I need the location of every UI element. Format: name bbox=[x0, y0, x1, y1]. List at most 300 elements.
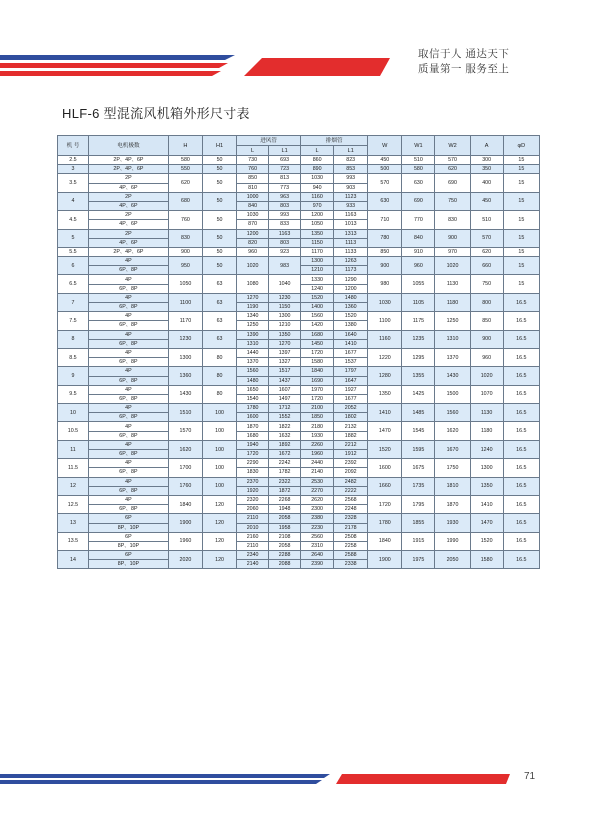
cell-outlet-l: 940 bbox=[301, 183, 334, 192]
cell-h: 620 bbox=[168, 174, 202, 192]
cell-inlet-l: 870 bbox=[237, 220, 269, 229]
cell-w: 630 bbox=[368, 192, 402, 210]
cell-inlet-l1: 1210 bbox=[269, 321, 301, 330]
table-header-row bbox=[58, 136, 540, 146]
cell-w1: 1425 bbox=[402, 385, 435, 403]
cell-inlet-l: 1720 bbox=[237, 450, 269, 459]
cell-a: 510 bbox=[470, 211, 503, 229]
cell-jihao: 11 bbox=[58, 440, 89, 458]
cell-inlet-l: 1650 bbox=[237, 385, 269, 394]
cell-outlet-l1: 2338 bbox=[334, 560, 368, 569]
cell-inlet-l1: 693 bbox=[269, 156, 301, 165]
cell-outlet-l: 1240 bbox=[301, 284, 334, 293]
cell-motor-poles: 4P、6P bbox=[88, 183, 168, 192]
cell-w: 1100 bbox=[368, 312, 402, 330]
cell-w2: 1130 bbox=[435, 275, 470, 293]
cell-outlet-l1: 2052 bbox=[334, 404, 368, 413]
cell-h: 1230 bbox=[168, 330, 202, 348]
cell-inlet-l: 1370 bbox=[237, 358, 269, 367]
cell-inlet-l: 1780 bbox=[237, 404, 269, 413]
cell-outlet-l1: 1802 bbox=[334, 413, 368, 422]
cell-outlet-l1: 993 bbox=[334, 174, 368, 183]
cell-h: 680 bbox=[168, 192, 202, 210]
cell-outlet-l1: 1912 bbox=[334, 450, 368, 459]
cell-inlet-l: 810 bbox=[237, 183, 269, 192]
cell-outlet-l1: 1380 bbox=[334, 321, 368, 330]
cell-d: 15 bbox=[503, 257, 539, 275]
header-inlet: 进风管 bbox=[237, 136, 301, 146]
cell-w: 1160 bbox=[368, 330, 402, 348]
header-h: H bbox=[168, 136, 202, 156]
cell-motor-poles: 6P bbox=[88, 532, 168, 541]
cell-motor-poles: 6P、8P bbox=[88, 468, 168, 477]
cell-w2: 1670 bbox=[435, 440, 470, 458]
cell-motor-poles: 4P bbox=[88, 348, 168, 357]
cell-d: 16.5 bbox=[503, 404, 539, 422]
cell-h1: 63 bbox=[203, 312, 237, 330]
cell-jihao: 5 bbox=[58, 229, 89, 247]
cell-d: 16.5 bbox=[503, 514, 539, 532]
cell-inlet-l1: 1948 bbox=[269, 505, 301, 514]
cell-w: 1470 bbox=[368, 422, 402, 440]
cell-outlet-l: 1520 bbox=[301, 293, 334, 302]
cell-w2: 1310 bbox=[435, 330, 470, 348]
cell-outlet-l1: 1173 bbox=[334, 266, 368, 275]
cell-d: 15 bbox=[503, 156, 539, 165]
cell-d: 15 bbox=[503, 192, 539, 210]
slogan-line-2: 质量第一 服务至上 bbox=[418, 63, 510, 75]
header-slogan bbox=[418, 47, 509, 77]
cell-inlet-l: 2340 bbox=[237, 551, 269, 560]
cell-motor-poles: 2P bbox=[88, 229, 168, 238]
cell-w1: 960 bbox=[402, 257, 435, 275]
table-row bbox=[58, 156, 540, 165]
cell-h: 2020 bbox=[168, 551, 202, 569]
cell-h1: 50 bbox=[203, 229, 237, 247]
cell-outlet-l1: 1163 bbox=[334, 211, 368, 220]
cell-outlet-l1: 1647 bbox=[334, 376, 368, 385]
cell-inlet-l1: 1892 bbox=[269, 440, 301, 449]
cell-w: 1350 bbox=[368, 385, 402, 403]
cell-inlet-l: 2060 bbox=[237, 505, 269, 514]
cell-motor-poles: 6P、8P bbox=[88, 431, 168, 440]
cell-motor-poles: 8P、10P bbox=[88, 523, 168, 532]
table-row bbox=[58, 348, 540, 357]
cell-outlet-l: 1930 bbox=[301, 431, 334, 440]
cell-outlet-l: 1150 bbox=[301, 238, 334, 247]
cell-inlet-l1: 923 bbox=[269, 247, 301, 256]
page-number: 71 bbox=[524, 771, 536, 782]
table-row bbox=[58, 367, 540, 376]
header-w2: W2 bbox=[435, 136, 470, 156]
cell-motor-poles: 2P bbox=[88, 192, 168, 201]
cell-outlet-l1: 1313 bbox=[334, 229, 368, 238]
cell-motor-poles: 4P bbox=[88, 312, 168, 321]
cell-h1: 120 bbox=[203, 551, 237, 569]
cell-inlet-l: 1030 bbox=[237, 211, 269, 220]
cell-motor-poles: 8P、10P bbox=[88, 560, 168, 569]
cell-outlet-l: 2140 bbox=[301, 468, 334, 477]
cell-motor-poles: 4P bbox=[88, 477, 168, 486]
cell-h: 1840 bbox=[168, 495, 202, 513]
cell-h: 580 bbox=[168, 156, 202, 165]
cell-outlet-l: 1580 bbox=[301, 358, 334, 367]
cell-inlet-l: 1830 bbox=[237, 468, 269, 477]
cell-w2: 1430 bbox=[435, 367, 470, 385]
cell-motor-poles: 6P bbox=[88, 551, 168, 560]
cell-h1: 63 bbox=[203, 293, 237, 311]
cell-inlet-l1: 1607 bbox=[269, 385, 301, 394]
cell-outlet-l1: 1360 bbox=[334, 303, 368, 312]
cell-outlet-l: 2300 bbox=[301, 505, 334, 514]
table-row bbox=[58, 551, 540, 560]
cell-h1: 80 bbox=[203, 385, 237, 403]
header-outlet-l: L bbox=[301, 146, 334, 156]
cell-outlet-l: 1720 bbox=[301, 394, 334, 403]
cell-inlet-l: 1020 bbox=[237, 257, 269, 275]
cell-inlet-l1: 833 bbox=[269, 220, 301, 229]
cell-inlet-l1: 1782 bbox=[269, 468, 301, 477]
cell-h1: 80 bbox=[203, 348, 237, 366]
cell-h1: 100 bbox=[203, 477, 237, 495]
cell-motor-poles: 6P、8P bbox=[88, 413, 168, 422]
cell-w: 780 bbox=[368, 229, 402, 247]
cell-outlet-l1: 1677 bbox=[334, 348, 368, 357]
cell-inlet-l1: 1517 bbox=[269, 367, 301, 376]
table-row bbox=[58, 174, 540, 183]
dimension-table bbox=[57, 135, 540, 569]
table-row bbox=[58, 257, 540, 266]
cell-jihao: 7.5 bbox=[58, 312, 89, 330]
cell-w1: 690 bbox=[402, 192, 435, 210]
cell-outlet-l: 1970 bbox=[301, 385, 334, 394]
cell-inlet-l: 2110 bbox=[237, 541, 269, 550]
cell-w2: 900 bbox=[435, 229, 470, 247]
cell-w1: 1855 bbox=[402, 514, 435, 532]
cell-outlet-l: 1160 bbox=[301, 192, 334, 201]
table-row bbox=[58, 385, 540, 394]
cell-w2: 1620 bbox=[435, 422, 470, 440]
cell-h1: 100 bbox=[203, 440, 237, 458]
cell-h1: 50 bbox=[203, 174, 237, 192]
cell-a: 1180 bbox=[470, 422, 503, 440]
cell-w2: 1020 bbox=[435, 257, 470, 275]
cell-w2: 1370 bbox=[435, 348, 470, 366]
cell-a: 1470 bbox=[470, 514, 503, 532]
cell-a: 960 bbox=[470, 348, 503, 366]
cell-w1: 1235 bbox=[402, 330, 435, 348]
header-d: φD bbox=[503, 136, 539, 156]
table-row bbox=[58, 514, 540, 523]
cell-inlet-l: 1600 bbox=[237, 413, 269, 422]
cell-h1: 50 bbox=[203, 211, 237, 229]
cell-inlet-l: 2370 bbox=[237, 477, 269, 486]
cell-d: 16.5 bbox=[503, 477, 539, 495]
cell-outlet-l: 2270 bbox=[301, 486, 334, 495]
cell-w1: 1675 bbox=[402, 459, 435, 477]
cell-h1: 50 bbox=[203, 156, 237, 165]
cell-jihao: 12.5 bbox=[58, 495, 89, 513]
cell-inlet-l1: 1397 bbox=[269, 348, 301, 357]
cell-w2: 620 bbox=[435, 165, 470, 174]
cell-w: 1660 bbox=[368, 477, 402, 495]
table-row bbox=[58, 422, 540, 431]
cell-jihao: 14 bbox=[58, 551, 89, 569]
table-row bbox=[58, 495, 540, 504]
cell-outlet-l: 1030 bbox=[301, 174, 334, 183]
header-outlet: 排烟管 bbox=[301, 136, 368, 146]
cell-w2: 1250 bbox=[435, 312, 470, 330]
cell-h1: 100 bbox=[203, 422, 237, 440]
cell-inlet-l1: 1497 bbox=[269, 394, 301, 403]
cell-w: 1220 bbox=[368, 348, 402, 366]
cell-inlet-l1: 1040 bbox=[269, 275, 301, 293]
cell-a: 570 bbox=[470, 229, 503, 247]
cell-inlet-l1: 2242 bbox=[269, 459, 301, 468]
cell-outlet-l1: 1263 bbox=[334, 257, 368, 266]
cell-jihao: 3 bbox=[58, 165, 89, 174]
cell-inlet-l: 2160 bbox=[237, 532, 269, 541]
header-inlet-l: L bbox=[237, 146, 269, 156]
cell-inlet-l1: 2108 bbox=[269, 532, 301, 541]
cell-outlet-l1: 1677 bbox=[334, 394, 368, 403]
cell-d: 16.5 bbox=[503, 422, 539, 440]
cell-w: 900 bbox=[368, 257, 402, 275]
cell-h1: 50 bbox=[203, 165, 237, 174]
cell-a: 750 bbox=[470, 275, 503, 293]
cell-outlet-l: 1330 bbox=[301, 275, 334, 284]
cell-inlet-l: 1000 bbox=[237, 192, 269, 201]
cell-jihao: 8.5 bbox=[58, 348, 89, 366]
cell-motor-poles: 4P bbox=[88, 330, 168, 339]
cell-outlet-l: 1680 bbox=[301, 330, 334, 339]
cell-outlet-l1: 1113 bbox=[334, 238, 368, 247]
cell-w1: 1545 bbox=[402, 422, 435, 440]
cell-h: 1960 bbox=[168, 532, 202, 550]
cell-outlet-l1: 2212 bbox=[334, 440, 368, 449]
cell-a: 1240 bbox=[470, 440, 503, 458]
cell-inlet-l: 850 bbox=[237, 174, 269, 183]
header-w: W bbox=[368, 136, 402, 156]
cell-outlet-l1: 2258 bbox=[334, 541, 368, 550]
cell-inlet-l: 1870 bbox=[237, 422, 269, 431]
cell-w1: 1355 bbox=[402, 367, 435, 385]
cell-inlet-l1: 813 bbox=[269, 174, 301, 183]
cell-w1: 840 bbox=[402, 229, 435, 247]
cell-w2: 1180 bbox=[435, 293, 470, 311]
cell-a: 1520 bbox=[470, 532, 503, 550]
cell-outlet-l: 2560 bbox=[301, 532, 334, 541]
cell-jihao: 13.5 bbox=[58, 532, 89, 550]
table-row bbox=[58, 247, 540, 256]
cell-inlet-l: 1540 bbox=[237, 394, 269, 403]
cell-outlet-l: 2230 bbox=[301, 523, 334, 532]
cell-w1: 1175 bbox=[402, 312, 435, 330]
cell-inlet-l1: 993 bbox=[269, 211, 301, 220]
cell-motor-poles: 4P bbox=[88, 385, 168, 394]
cell-outlet-l1: 2178 bbox=[334, 523, 368, 532]
cell-inlet-l: 1190 bbox=[237, 303, 269, 312]
cell-motor-poles: 6P、8P bbox=[88, 376, 168, 385]
cell-h: 1300 bbox=[168, 348, 202, 366]
cell-w1: 1735 bbox=[402, 477, 435, 495]
cell-w: 1780 bbox=[368, 514, 402, 532]
cell-inlet-l: 1440 bbox=[237, 348, 269, 357]
cell-a: 1130 bbox=[470, 404, 503, 422]
cell-inlet-l1: 1822 bbox=[269, 422, 301, 431]
cell-outlet-l: 1400 bbox=[301, 303, 334, 312]
cell-jihao: 6 bbox=[58, 257, 89, 275]
cell-h: 1100 bbox=[168, 293, 202, 311]
header-outlet-l1: L1 bbox=[334, 146, 368, 156]
cell-inlet-l: 840 bbox=[237, 201, 269, 210]
cell-h: 950 bbox=[168, 257, 202, 275]
cell-w2: 970 bbox=[435, 247, 470, 256]
cell-outlet-l1: 1123 bbox=[334, 192, 368, 201]
cell-h: 1170 bbox=[168, 312, 202, 330]
cell-motor-poles: 6P、8P bbox=[88, 505, 168, 514]
cell-h1: 100 bbox=[203, 404, 237, 422]
cell-inlet-l: 2110 bbox=[237, 514, 269, 523]
cell-jihao: 7 bbox=[58, 293, 89, 311]
cell-h1: 50 bbox=[203, 192, 237, 210]
cell-w1: 1105 bbox=[402, 293, 435, 311]
cell-w: 1900 bbox=[368, 551, 402, 569]
cell-outlet-l: 2380 bbox=[301, 514, 334, 523]
cell-w1: 1795 bbox=[402, 495, 435, 513]
cell-h1: 50 bbox=[203, 257, 237, 275]
cell-outlet-l: 1450 bbox=[301, 339, 334, 348]
cell-inlet-l: 2140 bbox=[237, 560, 269, 569]
cell-d: 16.5 bbox=[503, 440, 539, 458]
cell-outlet-l: 1840 bbox=[301, 367, 334, 376]
table-row bbox=[58, 293, 540, 302]
cell-h: 1050 bbox=[168, 275, 202, 293]
cell-h1: 120 bbox=[203, 532, 237, 550]
cell-inlet-l1: 803 bbox=[269, 201, 301, 210]
cell-motor-poles: 4P bbox=[88, 404, 168, 413]
table-row bbox=[58, 440, 540, 449]
cell-outlet-l1: 2568 bbox=[334, 495, 368, 504]
cell-outlet-l1: 1927 bbox=[334, 385, 368, 394]
cell-inlet-l: 2010 bbox=[237, 523, 269, 532]
cell-inlet-l1: 1163 bbox=[269, 229, 301, 238]
cell-inlet-l1: 1300 bbox=[269, 312, 301, 321]
cell-jihao: 6.5 bbox=[58, 275, 89, 293]
cell-outlet-l1: 1410 bbox=[334, 339, 368, 348]
cell-outlet-l: 2530 bbox=[301, 477, 334, 486]
cell-w: 1410 bbox=[368, 404, 402, 422]
cell-inlet-l: 1680 bbox=[237, 431, 269, 440]
cell-h: 1570 bbox=[168, 422, 202, 440]
cell-outlet-l1: 2482 bbox=[334, 477, 368, 486]
cell-jihao: 4.5 bbox=[58, 211, 89, 229]
cell-w1: 770 bbox=[402, 211, 435, 229]
cell-d: 15 bbox=[503, 211, 539, 229]
cell-a: 800 bbox=[470, 293, 503, 311]
cell-inlet-l1: 2268 bbox=[269, 495, 301, 504]
cell-a: 1410 bbox=[470, 495, 503, 513]
cell-inlet-l1: 1437 bbox=[269, 376, 301, 385]
table-row bbox=[58, 229, 540, 238]
cell-w: 1520 bbox=[368, 440, 402, 458]
header-inlet-l1: L1 bbox=[269, 146, 301, 156]
cell-h1: 63 bbox=[203, 275, 237, 293]
cell-outlet-l: 2260 bbox=[301, 440, 334, 449]
cell-motor-poles: 4P bbox=[88, 257, 168, 266]
cell-motor-poles: 6P、8P bbox=[88, 303, 168, 312]
cell-w1: 1485 bbox=[402, 404, 435, 422]
cell-jihao: 10.5 bbox=[58, 422, 89, 440]
cell-outlet-l1: 1520 bbox=[334, 312, 368, 321]
cell-inlet-l1: 1712 bbox=[269, 404, 301, 413]
cell-d: 16.5 bbox=[503, 367, 539, 385]
cell-outlet-l1: 2508 bbox=[334, 532, 368, 541]
cell-w: 500 bbox=[368, 165, 402, 174]
cell-outlet-l1: 1797 bbox=[334, 367, 368, 376]
cell-outlet-l1: 1480 bbox=[334, 293, 368, 302]
cell-outlet-l: 1200 bbox=[301, 211, 334, 220]
cell-h: 1760 bbox=[168, 477, 202, 495]
cell-motor-poles: 2P、4P、6P bbox=[88, 156, 168, 165]
cell-inlet-l: 730 bbox=[237, 156, 269, 165]
cell-inlet-l: 760 bbox=[237, 165, 269, 174]
cell-inlet-l1: 1672 bbox=[269, 450, 301, 459]
table-row bbox=[58, 192, 540, 201]
cell-d: 16.5 bbox=[503, 348, 539, 366]
cell-a: 1300 bbox=[470, 459, 503, 477]
cell-motor-poles: 2P bbox=[88, 174, 168, 183]
cell-w: 1030 bbox=[368, 293, 402, 311]
cell-inlet-l1: 1327 bbox=[269, 358, 301, 367]
cell-a: 1020 bbox=[470, 367, 503, 385]
cell-w1: 580 bbox=[402, 165, 435, 174]
cell-jihao: 8 bbox=[58, 330, 89, 348]
cell-outlet-l: 1050 bbox=[301, 220, 334, 229]
cell-outlet-l: 860 bbox=[301, 156, 334, 165]
cell-motor-poles: 2P、4P、6P bbox=[88, 165, 168, 174]
cell-inlet-l: 1480 bbox=[237, 376, 269, 385]
cell-inlet-l: 1200 bbox=[237, 229, 269, 238]
cell-a: 350 bbox=[470, 165, 503, 174]
cell-d: 15 bbox=[503, 174, 539, 192]
cell-motor-poles: 4P bbox=[88, 459, 168, 468]
cell-outlet-l: 1420 bbox=[301, 321, 334, 330]
cell-jihao: 5.5 bbox=[58, 247, 89, 256]
cell-outlet-l1: 2588 bbox=[334, 551, 368, 560]
footer-stripes bbox=[0, 773, 600, 785]
cell-motor-poles: 6P、8P bbox=[88, 394, 168, 403]
cell-motor-poles: 6P、8P bbox=[88, 450, 168, 459]
cell-jihao: 2.5 bbox=[58, 156, 89, 165]
cell-inlet-l1: 1350 bbox=[269, 330, 301, 339]
cell-d: 15 bbox=[503, 229, 539, 247]
cell-motor-poles: 6P、8P bbox=[88, 339, 168, 348]
cell-inlet-l: 1920 bbox=[237, 486, 269, 495]
cell-jihao: 12 bbox=[58, 477, 89, 495]
cell-a: 850 bbox=[470, 312, 503, 330]
cell-inlet-l: 1270 bbox=[237, 293, 269, 302]
cell-outlet-l1: 2132 bbox=[334, 422, 368, 431]
cell-w2: 1810 bbox=[435, 477, 470, 495]
cell-a: 1580 bbox=[470, 551, 503, 569]
cell-motor-poles: 6P、8P bbox=[88, 266, 168, 275]
slogan-line-1: 取信于人 通达天下 bbox=[418, 48, 510, 60]
cell-outlet-l: 1690 bbox=[301, 376, 334, 385]
cell-motor-poles: 4P、6P bbox=[88, 220, 168, 229]
cell-jihao: 11.5 bbox=[58, 459, 89, 477]
header-jihao: 机 号 bbox=[58, 136, 89, 156]
